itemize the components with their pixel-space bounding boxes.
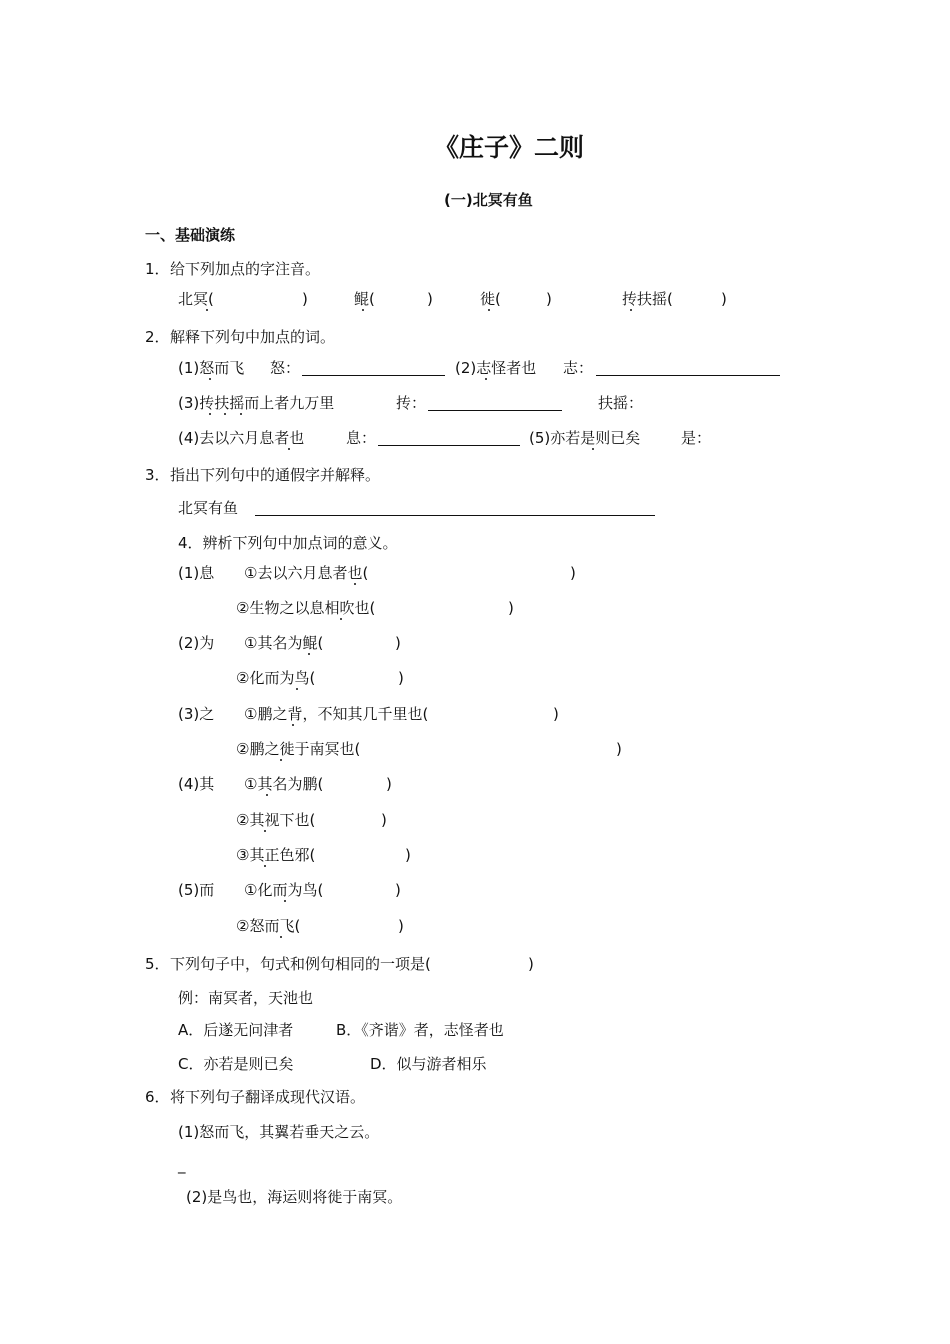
emphasis-dot: [284, 900, 286, 902]
q2-r2-term-2: 扶摇：: [598, 394, 644, 412]
q2-r3-term-2: 是：: [681, 429, 712, 447]
q5-example: 例：南冥者，天池也: [178, 989, 314, 1007]
q2-prompt: 解释下列句中加点的词。: [170, 328, 336, 346]
q3-item: 北冥有鱼: [178, 499, 239, 517]
emphasis-dot: [354, 583, 356, 585]
q4-g3-char: (3)之: [178, 705, 215, 723]
emphasis-dot: [292, 724, 294, 726]
emphasis-dot: [209, 378, 211, 380]
q1-item-1-close: ): [302, 290, 308, 308]
q1-item-2-close: ): [427, 290, 433, 308]
q2-number: 2．: [145, 328, 170, 346]
q3-answer-blank[interactable]: [255, 515, 655, 516]
emphasis-dot: [224, 413, 226, 415]
q2-r2-sentence-1: (3)抟扶摇而上者九万里: [178, 394, 335, 412]
q4-close: ): [508, 599, 514, 617]
q4-g3-item-2: ②鹏之徙于南冥也(: [236, 740, 361, 758]
q6-answer-blank[interactable]: _: [178, 1156, 186, 1174]
q1-prompt: 给下列加点的字注音。: [170, 260, 321, 278]
q4-g1-char: (1)息: [178, 564, 215, 582]
q4-g2-item-2: ②化而为鸟(: [236, 669, 316, 687]
subtitle: (一)北冥有鱼: [444, 191, 533, 209]
q2-r1-term-1: 怒：: [270, 359, 301, 377]
q1-item-3: 徙(: [480, 290, 501, 308]
q4-g3-item-1: ①鹏之背，不知其几千里也(: [244, 705, 429, 723]
emphasis-dot: [288, 448, 290, 450]
q4-close: ): [398, 669, 404, 687]
q6-item-1: (1)怒而飞，其翼若垂天之云。: [178, 1123, 380, 1141]
q4-g1-item-1: ①去以六月息者也(: [244, 564, 369, 582]
q5-option-a[interactable]: A．后遂无问津者: [178, 1021, 294, 1039]
q4-g4-item-3: ③其正色邪(: [236, 846, 316, 864]
q4-g4-char: (4)其: [178, 775, 215, 793]
emphasis-dot: [264, 865, 266, 867]
q1-number: 1．: [145, 260, 170, 278]
q4-g2-item-1: ①其名为鲲(: [244, 634, 324, 652]
q3-prompt: 指出下列句中的通假字并解释。: [170, 466, 381, 484]
emphasis-dot: [308, 653, 310, 655]
emphasis-dot: [266, 794, 268, 796]
q2-answer-blank[interactable]: [596, 375, 780, 376]
q2-r3-sentence-2: (5)亦若是则已矣: [529, 429, 641, 447]
emphasis-dot: [264, 830, 266, 832]
q5-number: 5．: [145, 955, 170, 973]
q2-answer-blank[interactable]: [378, 445, 520, 446]
q1-item-4: 抟扶摇(: [622, 290, 673, 308]
q2-r3-term-1: 息：: [346, 429, 377, 447]
emphasis-dot: [280, 936, 282, 938]
q5-option-d[interactable]: D．似与游者相乐: [370, 1055, 487, 1073]
q4-g4-item-2: ②其视下也(: [236, 811, 316, 829]
q2-r2-term-1: 抟：: [396, 394, 427, 412]
q4-close: ): [395, 634, 401, 652]
q1-item-2: 鲲(: [354, 290, 375, 308]
emphasis-dot: [630, 309, 632, 311]
q4-g5-char: (5)而: [178, 881, 215, 899]
q2-answer-blank[interactable]: [428, 410, 562, 411]
q2-answer-blank[interactable]: [302, 375, 445, 376]
emphasis-dot: [206, 309, 208, 311]
q1-item-4-close: ): [721, 290, 727, 308]
emphasis-dot: [280, 759, 282, 761]
q6-item-2: (2)是鸟也，海运则将徙于南冥。: [186, 1188, 403, 1206]
emphasis-dot: [340, 618, 342, 620]
q4-g2-char: (2)为: [178, 634, 215, 652]
emphasis-dot: [592, 448, 594, 450]
emphasis-dot: [209, 413, 211, 415]
q4-prompt: 4．辨析下列句中加点词的意义。: [178, 534, 398, 552]
q4-close: ): [398, 917, 404, 935]
q4-close: ): [405, 846, 411, 864]
q4-close: ): [553, 705, 559, 723]
q4-close: ): [395, 881, 401, 899]
q4-g1-item-2: ②生物之以息相吹也(: [236, 599, 376, 617]
emphasis-dot: [488, 309, 490, 311]
q2-r1-sentence-1: (1)怒而飞: [178, 359, 245, 377]
q4-g5-item-2: ②怒而飞(: [236, 917, 301, 935]
q3-number: 3．: [145, 466, 170, 484]
q4-close: ): [386, 775, 392, 793]
q5-option-b[interactable]: B．《齐谐》者，志怪者也: [336, 1021, 504, 1039]
emphasis-dot: [362, 309, 364, 311]
emphasis-dot: [485, 378, 487, 380]
q4-close: ): [381, 811, 387, 829]
section-heading: 一、基础演练: [145, 226, 236, 244]
q5-close: ): [528, 955, 534, 973]
q1-item-3-close: ): [546, 290, 552, 308]
q2-r1-term-2: 志：: [563, 359, 594, 377]
q6-prompt: 将下列句子翻译成现代汉语。: [170, 1088, 366, 1106]
q4-g4-item-1: ①其名为鹏(: [244, 775, 324, 793]
q4-g5-item-1: ①化而为鸟(: [244, 881, 324, 899]
q1-item-1: 北冥(: [178, 290, 214, 308]
q5-prompt: 下列句子中，句式和例句相同的一项是(: [170, 955, 431, 973]
q4-close: ): [570, 564, 576, 582]
q6-number: 6．: [145, 1088, 170, 1106]
q5-option-c[interactable]: C．亦若是则已矣: [178, 1055, 294, 1073]
emphasis-dot: [296, 688, 298, 690]
q2-r3-sentence-1: (4)去以六月息者也: [178, 429, 305, 447]
q4-close: ): [616, 740, 622, 758]
emphasis-dot: [240, 413, 242, 415]
page-title: 《庄子》二则: [434, 133, 585, 162]
q2-r1-sentence-2: (2)志怪者也: [455, 359, 537, 377]
